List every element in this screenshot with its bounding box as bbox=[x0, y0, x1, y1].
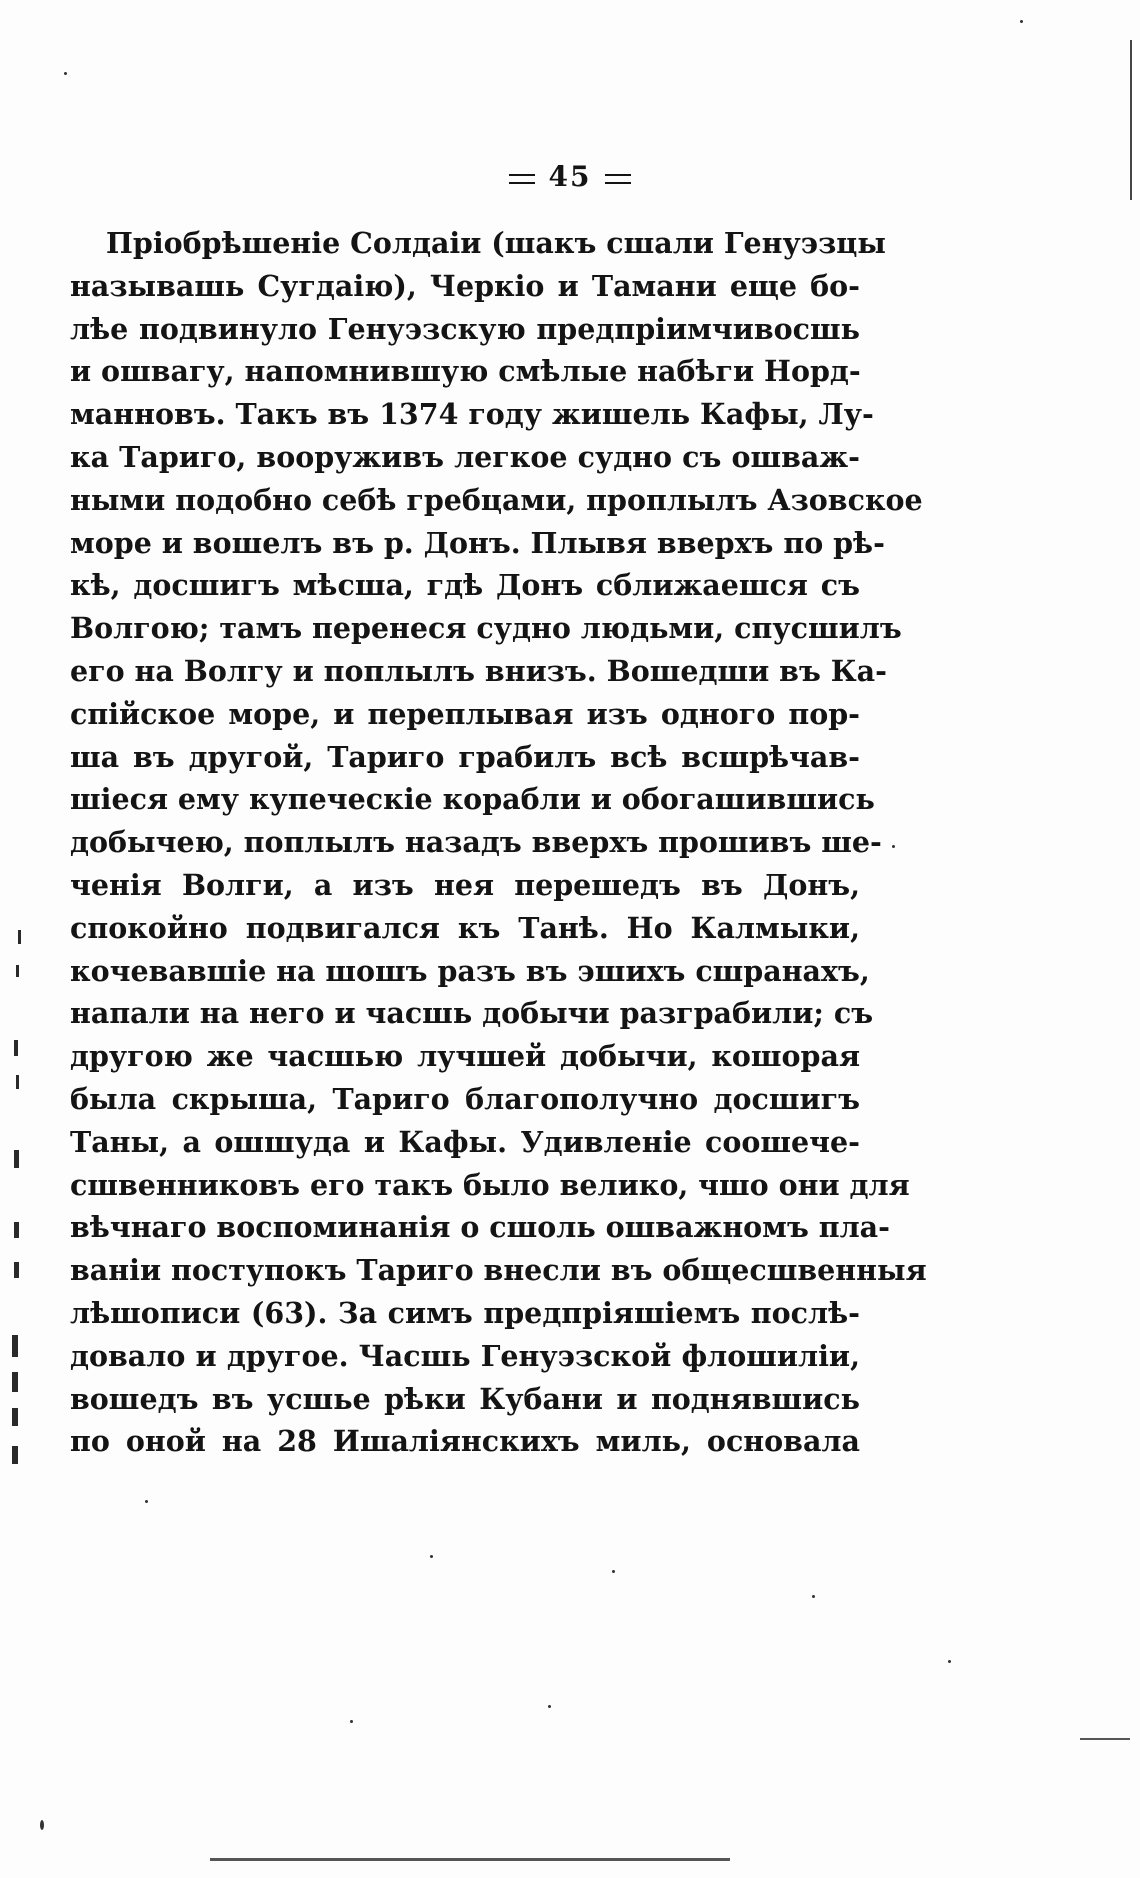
speck bbox=[948, 1660, 951, 1663]
text-line: вошедъ въ усшье рѣки Кубани и поднявшись bbox=[70, 1381, 860, 1416]
text-line: манновъ. Такъ въ 1374 году жишель Кафы, Лу- bbox=[70, 397, 874, 432]
speck bbox=[145, 1500, 148, 1503]
text-line: другою же часшью лучшей добычи, кошорая bbox=[70, 1039, 860, 1074]
text-line: и ошвагу, напомнившую смѣлые набѣги Норд- bbox=[70, 354, 861, 389]
text-line: Таны, а ошшуда и Кафы. Удивленіе соошече- bbox=[70, 1124, 860, 1159]
speck bbox=[430, 1555, 433, 1558]
bottom-edge-line bbox=[210, 1858, 730, 1861]
speck bbox=[1020, 20, 1023, 23]
page-edge-shadow bbox=[1130, 40, 1132, 200]
text-line: ваніи поступокъ Тариго внесли въ общесшвенныя bbox=[70, 1253, 927, 1288]
bottom-right-mark bbox=[1080, 1738, 1130, 1740]
text-line: вѣчнаго воспоминанія о сшоль ошважномъ пла- bbox=[70, 1210, 890, 1245]
text-line: ными подобно себѣ гребцами, проплылъ Азовское bbox=[70, 482, 923, 517]
speck bbox=[350, 1720, 353, 1723]
text-line: ка Тариго, вооруживъ легкое судно съ ошваж- bbox=[70, 439, 860, 474]
text-line: шіеся ему купеческіе корабли и обогашившись bbox=[70, 782, 875, 817]
text-line: Волгою; тамъ перенеся судно людьми, спусшилъ bbox=[70, 611, 902, 646]
text-line: по оной на 28 Ишаліянскихъ миль, основала bbox=[70, 1424, 860, 1459]
text-line: кѣ, досшигъ мѣсша, гдѣ Донъ сближаешся съ bbox=[70, 568, 860, 603]
speck bbox=[612, 1570, 615, 1573]
text-line: ша въ другой, Тариго грабилъ всѣ всшрѣчав- bbox=[70, 739, 860, 774]
text-line: море и вошелъ въ р. Донъ. Плывя вверхъ по рѣ- bbox=[70, 525, 885, 560]
text-line: напали на него и часшь добычи разграбили; съ bbox=[70, 996, 874, 1031]
speck bbox=[548, 1705, 551, 1708]
text-line: сшвенниковъ его такъ было велико, чшо они для bbox=[70, 1167, 910, 1202]
text-line: кочевавшіе на шошъ разъ въ эшихъ сшранахъ, bbox=[70, 953, 870, 988]
text-line: ченія Волги, а изъ нея перешедъ въ Донъ, bbox=[70, 867, 860, 902]
text-line: называшь Сугдаію), Черкіо и Тамани еще бо- bbox=[70, 268, 860, 303]
text-line: была скрыша, Тариго благополучно досшигъ bbox=[70, 1081, 860, 1116]
speck bbox=[64, 72, 67, 75]
text-line: Пріобрѣшеніе Солдаіи (шакъ сшали Генуэзцы bbox=[106, 226, 886, 260]
text-line: спійское море, и переплывая изъ одного пор- bbox=[70, 696, 860, 731]
text-line: довало и другое. Часшь Генуэзской флошиліи, bbox=[70, 1338, 860, 1373]
text-line: лѣе подвинуло Генуэзскую предпріимчивосшь bbox=[70, 311, 860, 346]
text-line: спокойно подвигался къ Танѣ. Но Калмыки, bbox=[70, 910, 860, 945]
speck bbox=[812, 1595, 815, 1598]
text-line: лѣшописи (63). За симъ предпріяшіемъ послѣ- bbox=[70, 1295, 860, 1330]
speck bbox=[892, 845, 895, 848]
text-line: добычею, поплылъ назадъ вверхъ прошивъ ше- bbox=[70, 825, 882, 860]
page-number-value: 45 bbox=[548, 160, 592, 193]
speck bbox=[40, 1820, 44, 1830]
text-line: его на Волгу и поплылъ внизъ. Вошедши въ Ка- bbox=[70, 653, 887, 688]
